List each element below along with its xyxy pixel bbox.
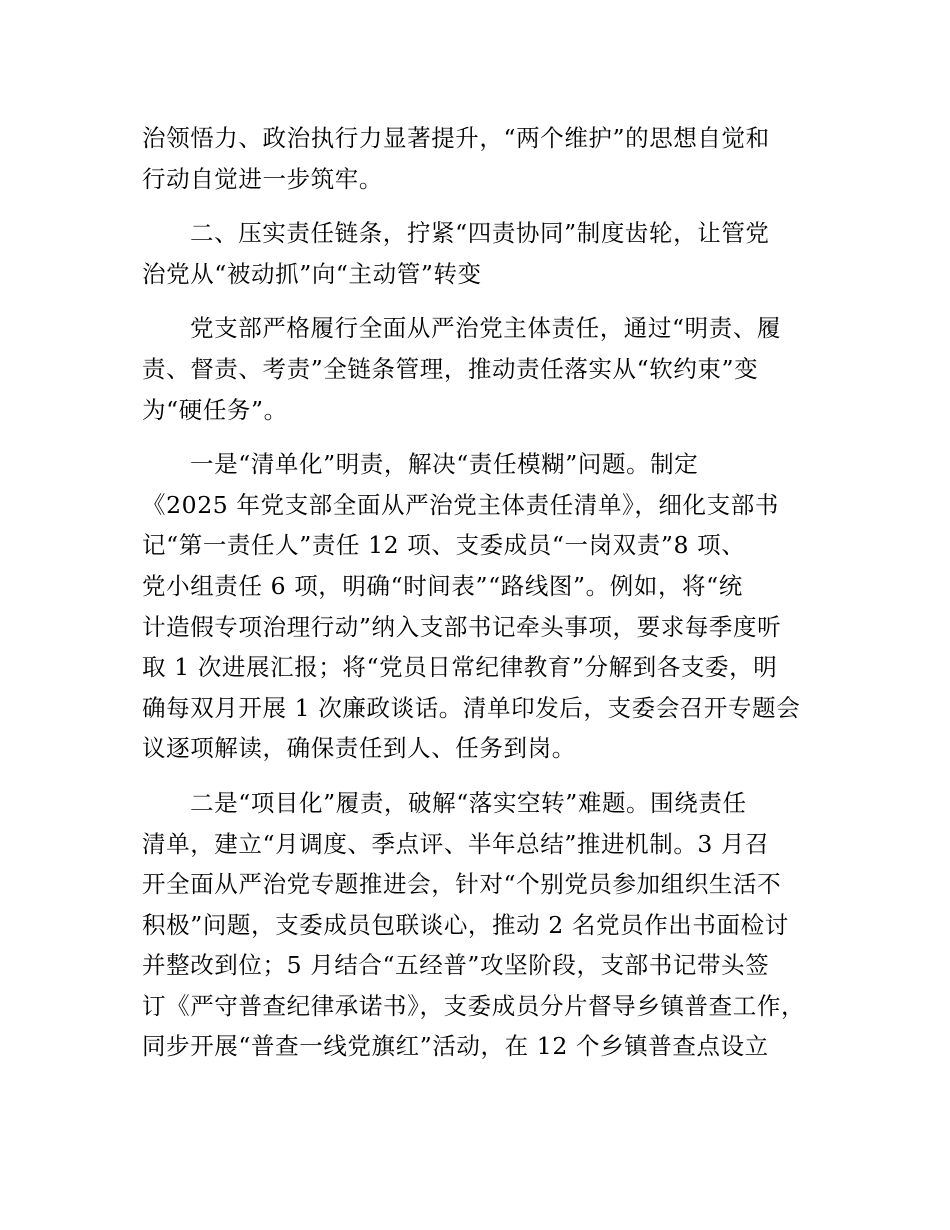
text-line: 《2025 年党支部全面从严治党主体责任清单》，细化支部书 (142, 490, 779, 519)
text-line: 为“硬任务”。 (142, 395, 288, 424)
text-line: 责、督责、考责”全链条管理，推动责任落实从“软约束”变 (142, 354, 759, 383)
text-line: 党小组责任 6 项，明确“时间表”“路线图”。例如，将“统 (142, 571, 743, 600)
text-line: 积极”问题，支委成员包联谈心，推动 2 名党员作出书面检讨 (142, 910, 789, 939)
text-line: 一是“清单化”明责，解决“责任模糊”问题。制定 (190, 450, 699, 479)
text-line: 治领悟力、政治执行力显著提升，“两个维护”的思想自觉和 (142, 124, 770, 152)
text-line: 订《严守普查纪律承诺书》，支委成员分片督导乡镇普查工作， (142, 991, 806, 1020)
text-line: 确每双月开展 1 次廉政谈话。清单印发后，支委会召开专题会 (142, 693, 801, 722)
text-line: 计造假专项治理行动”纳入支部书记牵头事项，要求每季度听 (142, 612, 782, 641)
text-line: 并整改到位；5 月结合“五经普”攻坚阶段，支部书记带头签 (142, 951, 770, 980)
section-heading-continued: 治党从“被动抓”向“主动管”转变 (142, 259, 482, 288)
text-line: 开全面从严治党专题推进会，针对“个别党员参加组织生活不 (142, 870, 782, 899)
text-line: 议逐项解读，确保责任到人、任务到岗。 (142, 734, 576, 763)
text-line: 同步开展“普查一线党旗红”活动，在 12 个乡镇普查点设立 (142, 1032, 769, 1061)
text-line: 二是“项目化”履责，破解“落实空转”难题。围绕责任 (190, 788, 747, 817)
section-heading: 二、压实责任链条，拧紧“四责协同”制度齿轮，让管党 (190, 219, 770, 248)
text-line: 记“第一责任人”责任 12 项、支委成员“一岗双责”8 项、 (142, 531, 746, 560)
document-body (142, 118, 824, 1067)
text-line: 取 1 次进展汇报；将“党员日常纪律教育”分解到各支委，明 (142, 653, 778, 682)
text-line: 清单，建立“月调度、季点评、半年总结”推进机制。3 月召 (142, 829, 770, 858)
text-line: 党支部严格履行全面从严治党主体责任，通过“明责、履 (190, 314, 782, 343)
text-line: 行动自觉进一步筑牢。 (142, 164, 383, 193)
